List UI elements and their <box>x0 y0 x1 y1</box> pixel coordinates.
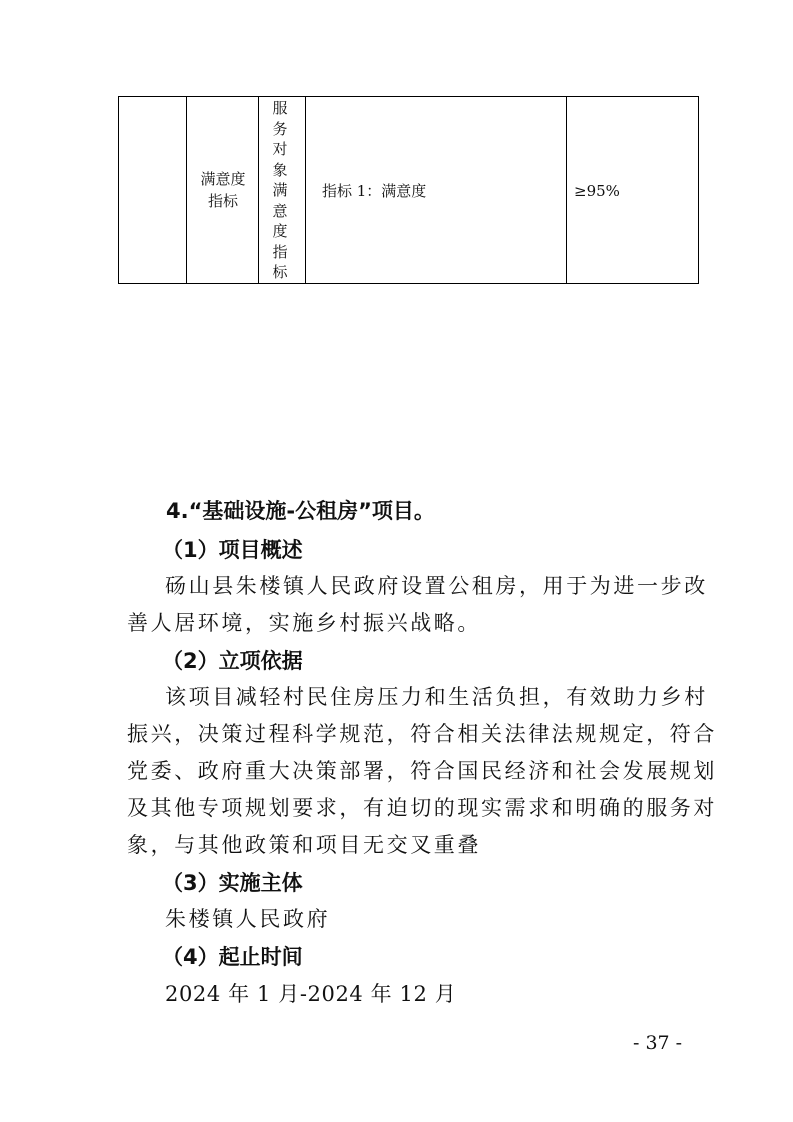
table-cell-category <box>188 168 258 212</box>
paragraph-line: 象，与其他政策和项目无交叉重叠 <box>127 833 481 857</box>
table-cell-value: ≥95% <box>574 182 620 200</box>
category-line: 满意度 <box>200 170 246 188</box>
subheading-basis: （2）立项依据 <box>162 649 303 673</box>
paragraph-line: 党委、政府重大决策部署，符合国民经济和社会发展规划 <box>127 759 717 783</box>
subcategory-char: 满 <box>272 181 288 199</box>
subheading-overview: （1）项目概述 <box>162 538 303 562</box>
paragraph-line: 及其他专项规划要求，有迫切的现实需求和明确的服务对 <box>127 796 717 820</box>
indicator-table <box>118 96 699 284</box>
paragraph-line: 该项目减轻村民住房压力和生活负担，有效助力乡村 <box>165 685 708 709</box>
subcategory-char: 服 <box>272 99 288 117</box>
subcategory-char: 度 <box>272 222 288 240</box>
page-number: - 37 - <box>633 1032 683 1054</box>
table-bottom-border <box>118 283 699 284</box>
table-cell-indicator: 指标 1：满意度 <box>322 182 427 200</box>
table-col-border <box>186 96 187 284</box>
table-col-border <box>698 96 699 284</box>
table-col-border <box>258 96 259 284</box>
paragraph-line: 2024 年 1 月-2024 年 12 月 <box>165 982 457 1006</box>
subheading-entity: （3）实施主体 <box>162 871 303 895</box>
subcategory-char: 对 <box>272 140 288 158</box>
subcategory-char: 意 <box>272 201 288 220</box>
category-line: 指标 <box>207 192 238 210</box>
subcategory-char: 标 <box>272 263 288 281</box>
paragraph-line: 善人居环境，实施乡村振兴战略。 <box>127 611 481 635</box>
table-col-border <box>118 96 119 284</box>
table-col-border <box>566 96 567 284</box>
section-title: 4.“基础设施-公租房”项目。 <box>166 499 435 523</box>
subheading-period: （4）起止时间 <box>162 945 303 969</box>
table-col-border <box>305 96 306 284</box>
subcategory-char: 象 <box>272 160 288 179</box>
table-cell-subcategory <box>269 98 291 283</box>
paragraph-line: 朱楼镇人民政府 <box>165 907 331 931</box>
subcategory-char: 指 <box>272 242 288 261</box>
paragraph-line: 砀山县朱楼镇人民政府设置公租房，用于为进一步改 <box>165 574 708 598</box>
paragraph-line: 振兴，决策过程科学规范，符合相关法律法规规定，符合 <box>127 722 717 746</box>
subcategory-char: 务 <box>272 119 288 138</box>
table-top-border <box>118 96 699 97</box>
